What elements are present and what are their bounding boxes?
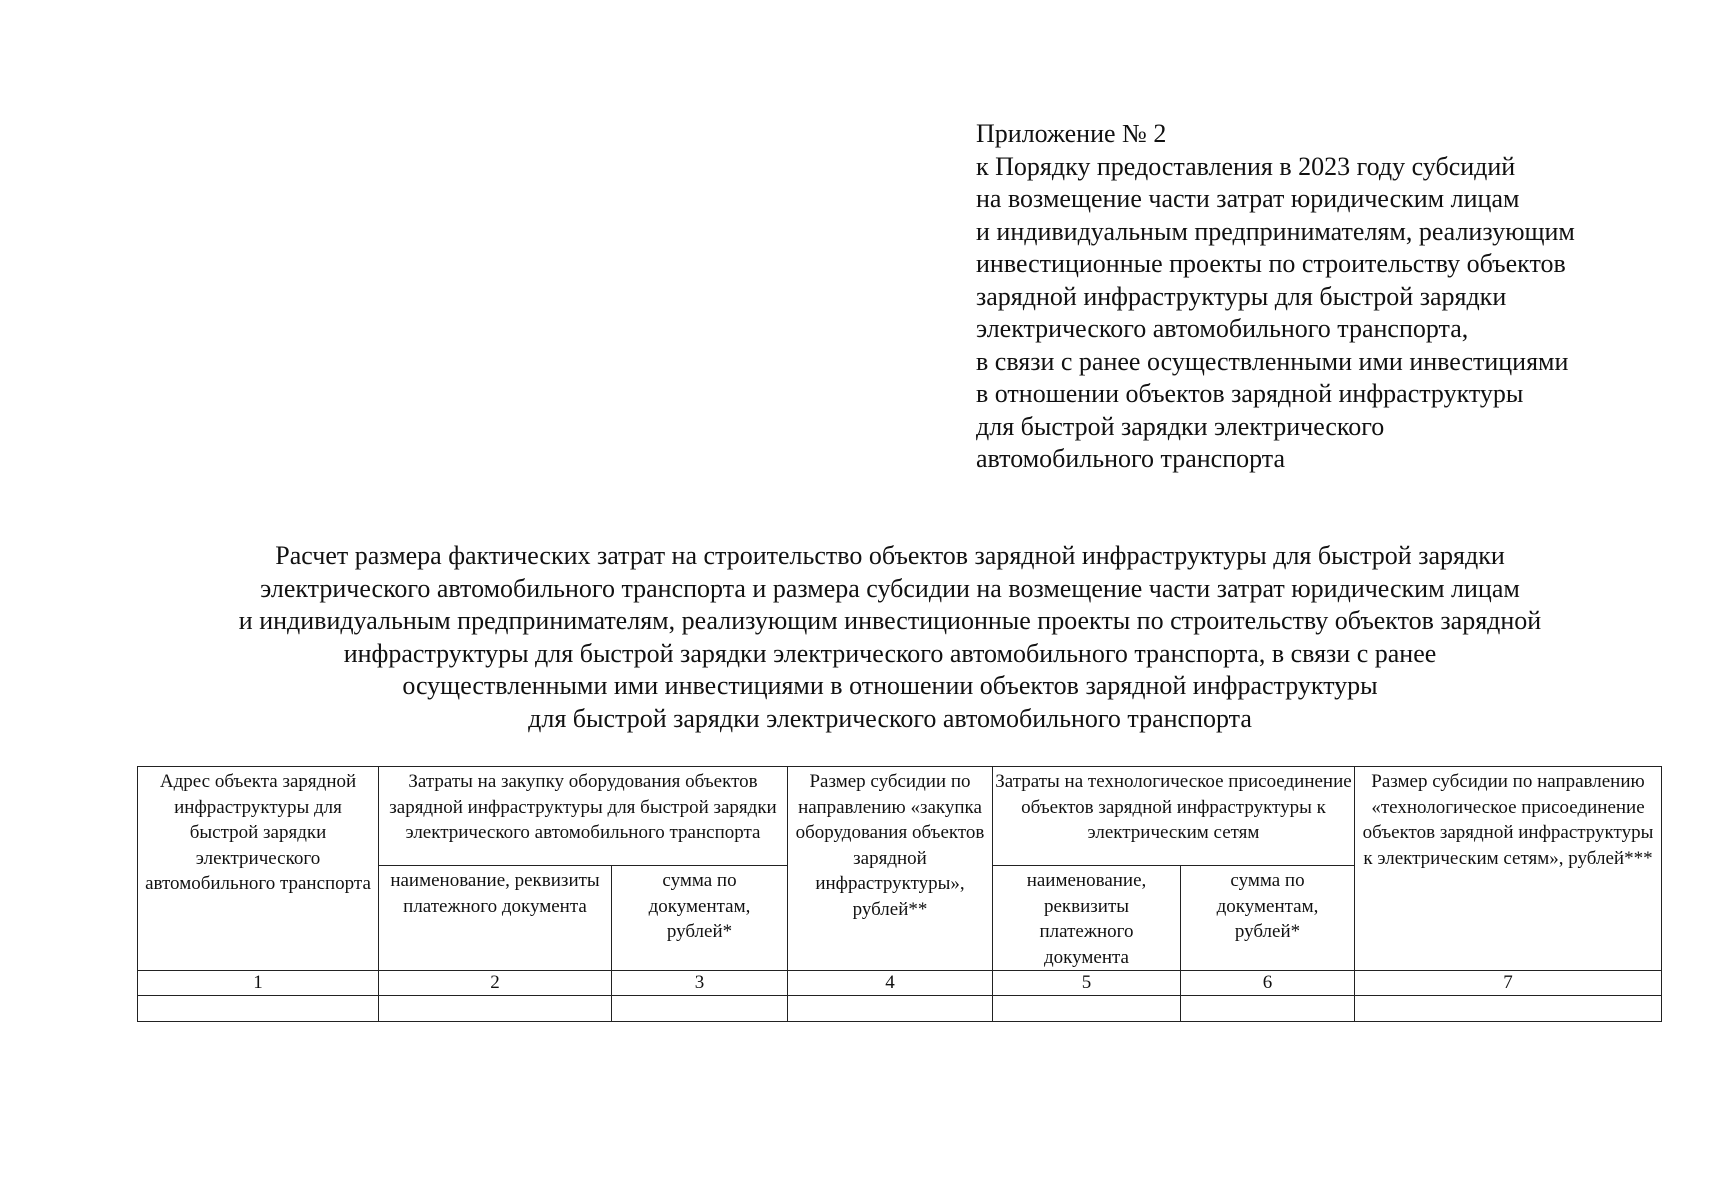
header-equipment-doc-name: наименование, реквизиты платежного документа bbox=[379, 866, 612, 971]
annex-line: автомобильного транспорта bbox=[976, 444, 1286, 473]
table-cell bbox=[612, 996, 788, 1022]
annex-line: для быстрой зарядки электрического bbox=[976, 411, 1385, 441]
column-number: 7 bbox=[1355, 971, 1662, 996]
title-line: осуществленными ими инвестициями в отношении объектов зарядной инфраструктуры bbox=[402, 671, 1378, 700]
annex-line: к Порядку предоставления в 2023 году субсидий bbox=[976, 151, 1516, 181]
annex-header bbox=[976, 118, 1676, 476]
table-cell bbox=[138, 996, 379, 1022]
annex-line: и индивидуальным предпринимателям, реализующим bbox=[976, 216, 1575, 246]
annex-line: Приложение № 2 bbox=[976, 119, 1167, 148]
header-subsidy-equipment: Размер субсидии по направлению «закупка оборудования объектов зарядной инфраструктуры», рублей** bbox=[788, 767, 993, 971]
header-connection-costs: Затраты на технологическое присоединение объектов зарядной инфраструктуры к электрическим сетям bbox=[993, 767, 1355, 866]
annex-line: на возмещение части затрат юридическим лицам bbox=[976, 184, 1520, 213]
annex-line: в отношении объектов зарядной инфраструктуры bbox=[976, 379, 1524, 408]
header-address: Адрес объекта зарядной инфраструктуры для быстрой зарядки электрического автомобильного транспорта bbox=[138, 767, 379, 971]
table-cell bbox=[993, 996, 1181, 1022]
annex-line: в связи с ранее осуществленными ими инвестициями bbox=[976, 346, 1569, 376]
column-number-row bbox=[138, 971, 1662, 996]
header-equipment-doc-sum: сумма по документам, рублей* bbox=[612, 866, 788, 971]
table-row bbox=[138, 996, 1662, 1022]
document-title bbox=[120, 540, 1660, 735]
header-subsidy-connection: Размер субсидии по направлению «технологическое присоединение объектов зарядной инфраструктуры к электрическим сетям», рублей*** bbox=[1355, 767, 1662, 971]
title-line: и индивидуальным предпринимателям, реализующим инвестиционные проекты по строительству объектов зарядной bbox=[238, 606, 1542, 635]
annex-line: зарядной инфраструктуры для быстрой зарядки bbox=[976, 281, 1507, 311]
header-equipment-costs: Затраты на закупку оборудования объектов зарядной инфраструктуры для быстрой зарядки электрического автомобильного транспорта bbox=[379, 767, 788, 866]
column-number: 2 bbox=[379, 971, 612, 996]
title-line: инфраструктуры для быстрой зарядки электрического автомобильного транспорта, в связи с ранее bbox=[343, 638, 1437, 668]
header-connection-doc-sum: сумма по документам, рублей* bbox=[1181, 866, 1355, 971]
column-number: 1 bbox=[138, 971, 379, 996]
table-cell bbox=[379, 996, 612, 1022]
column-number: 5 bbox=[993, 971, 1181, 996]
column-number: 3 bbox=[612, 971, 788, 996]
header-connection-doc-name: наименование, реквизиты платежного документа bbox=[993, 866, 1181, 971]
annex-line: инвестиционные проекты по строительству объектов bbox=[976, 249, 1566, 278]
column-number: 6 bbox=[1181, 971, 1355, 996]
title-line: для быстрой зарядки электрического автомобильного транспорта bbox=[528, 703, 1252, 733]
annex-line: электрического автомобильного транспорта, bbox=[976, 314, 1469, 343]
column-number: 4 bbox=[788, 971, 993, 996]
table-header-row bbox=[138, 767, 1662, 866]
table-cell bbox=[1181, 996, 1355, 1022]
table-cell bbox=[788, 996, 993, 1022]
calculation-table bbox=[137, 766, 1662, 1022]
title-line: электрического автомобильного транспорта и размера субсидии на возмещение части затрат юридическим лицам bbox=[260, 573, 1520, 603]
table-cell bbox=[1355, 996, 1662, 1022]
title-line: Расчет размера фактических затрат на строительство объектов зарядной инфраструктуры для быстрой зарядки bbox=[275, 541, 1505, 570]
